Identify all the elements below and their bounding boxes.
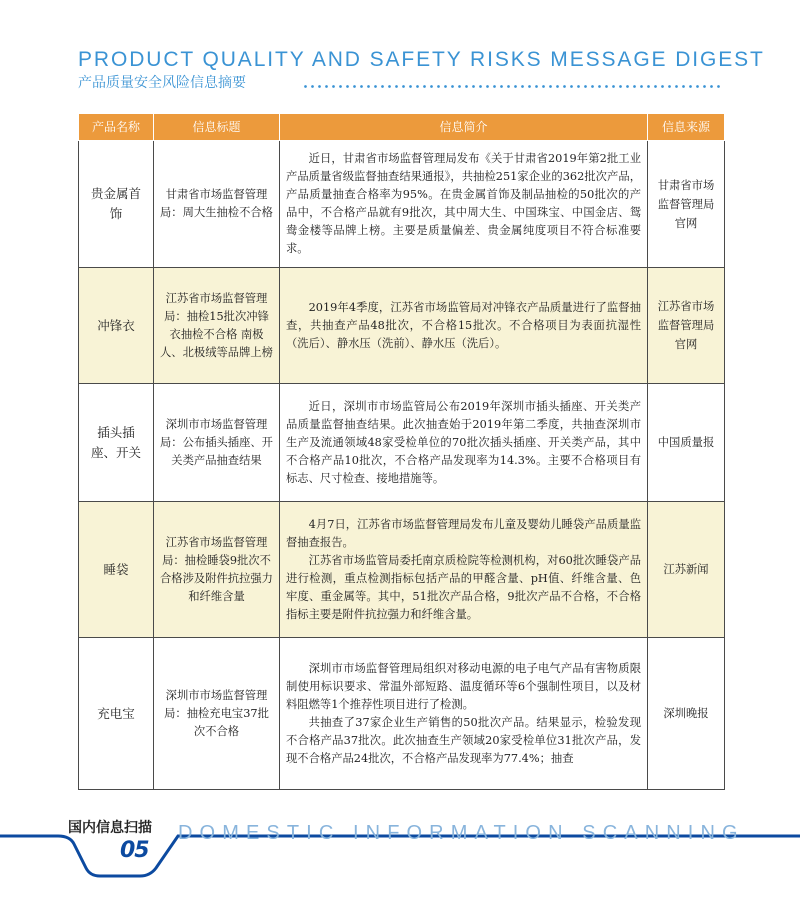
info-summary — [280, 384, 648, 502]
info-source: 江苏新闻 — [648, 502, 725, 638]
summary-paragraph: 共抽查了37家企业生产销售的50批次产品。结果显示，检验发现不合格产品37批次。此次抽查生产领域20家受检单位31批次产品，发现不合格产品24批次，不合格产品发现率为77.4%；抽查 — [286, 715, 641, 765]
info-source: 深圳晚报 — [648, 638, 725, 790]
info-title: 江苏省市场监督管理局：抽检睡袋9批次不合格涉及附件抗拉强力和纤维含量 — [154, 502, 280, 638]
product-name: 冲锋衣 — [79, 268, 154, 384]
summary-paragraph: 4月7日，江苏省市场监督管理局发布儿童及婴幼儿睡袋产品质量监督抽查报告。 — [286, 517, 641, 549]
info-source: 江苏省市场监督管理局官网 — [648, 268, 725, 384]
header-dotted-rule — [302, 85, 722, 88]
summary-paragraph: 江苏省市场监管局委托南京质检院等检测机构，对60批次睡袋产品进行检测，重点检测指标包括产品的甲醛含量、pH值、纤维含量、色牢度、重金属等。其中，51批次产品合格，9批次产品不合格，不合格指标主要是附件抗拉强力和纤维含量。 — [286, 553, 641, 621]
info-source: 甘肃省市场监督管理局官网 — [648, 141, 725, 268]
info-summary — [280, 141, 648, 268]
product-name: 插头插座、开关 — [79, 384, 154, 502]
page-number: 05 — [120, 838, 149, 863]
product-name: 贵金属首饰 — [79, 141, 154, 268]
product-name: 睡袋 — [79, 502, 154, 638]
product-name: 充电宝 — [79, 638, 154, 790]
header-title-en: PRODUCT QUALITY AND SAFETY RISKS MESSAGE DIGEST — [78, 48, 765, 71]
table-header-row — [79, 114, 725, 141]
info-summary — [280, 268, 648, 384]
column-header-product: 产品名称 — [79, 114, 154, 141]
column-header-source: 信息来源 — [648, 114, 725, 141]
summary-paragraph: 深圳市市场监督管理局组织对移动电源的电子电气产品有害物质限制使用标识要求、常温外部短路、温度循环等6个强制性项目，以及材料阻燃等1个推荐性项目进行了检测。 — [286, 661, 641, 711]
info-title: 深圳市市场监督管理局：抽检充电宝37批次不合格 — [154, 638, 280, 790]
info-summary — [280, 502, 648, 638]
summary-paragraph: 近日，甘肃省市场监督管理局发布《关于甘肃省2019年第2批工业产品质量省级监督抽查结果通报》，共抽检251家企业的362批次产品，产品质量抽查合格率为95%。在贵金属首饰及制品抽检的50批次的产品中，不合格产品就有9批次，其中周大生、中国珠宝、中国金店、鸳鸯金楼等品牌上榜。主要是质量偏差、贵金属纯度项目不符合标准要求。 — [286, 152, 641, 255]
footer-section-label-en: DOMESTIC INFORMATION SCANNING — [178, 822, 745, 844]
table-row — [79, 141, 725, 268]
table-row — [79, 268, 725, 384]
info-source: 中国质量报 — [648, 384, 725, 502]
column-header-title: 信息标题 — [154, 114, 280, 141]
table-row — [79, 638, 725, 790]
info-summary — [280, 638, 648, 790]
summary-paragraph: 2019年4季度，江苏省市场监管局对冲锋衣产品质量进行了监督抽查，共抽查产品48批次，不合格15批次。不合格项目为表面抗湿性（洗后）、静水压（洗前）、静水压（洗后）。 — [286, 300, 641, 350]
info-title: 甘肃省市场监督管理局：周大生抽检不合格 — [154, 141, 280, 268]
summary-paragraph: 近日，深圳市市场监管局公布2019年深圳市插头插座、开关类产品质量监督抽查结果。此次抽查始于2019年第二季度，共抽查深圳市生产及流通领域48家受检单位的70批次插头插座、开关类产品，其中不合格产品10批次，不合格产品发现率为14.3%。主要不合格项目有标志、尺寸检查、接地措施等。 — [286, 399, 641, 485]
info-title: 深圳市市场监督管理局：公布插头插座、开关类产品抽查结果 — [154, 384, 280, 502]
table-row — [79, 502, 725, 638]
header-title-cn: 产品质量安全风险信息摘要 — [78, 75, 246, 91]
digest-table — [78, 113, 725, 790]
table-row — [79, 384, 725, 502]
info-title: 江苏省市场监督管理局：抽检15批次冲锋衣抽检不合格 南极人、北极绒等品牌上榜 — [154, 268, 280, 384]
column-header-summary: 信息简介 — [280, 114, 648, 141]
footer-section-label: 国内信息扫描 — [68, 820, 152, 836]
